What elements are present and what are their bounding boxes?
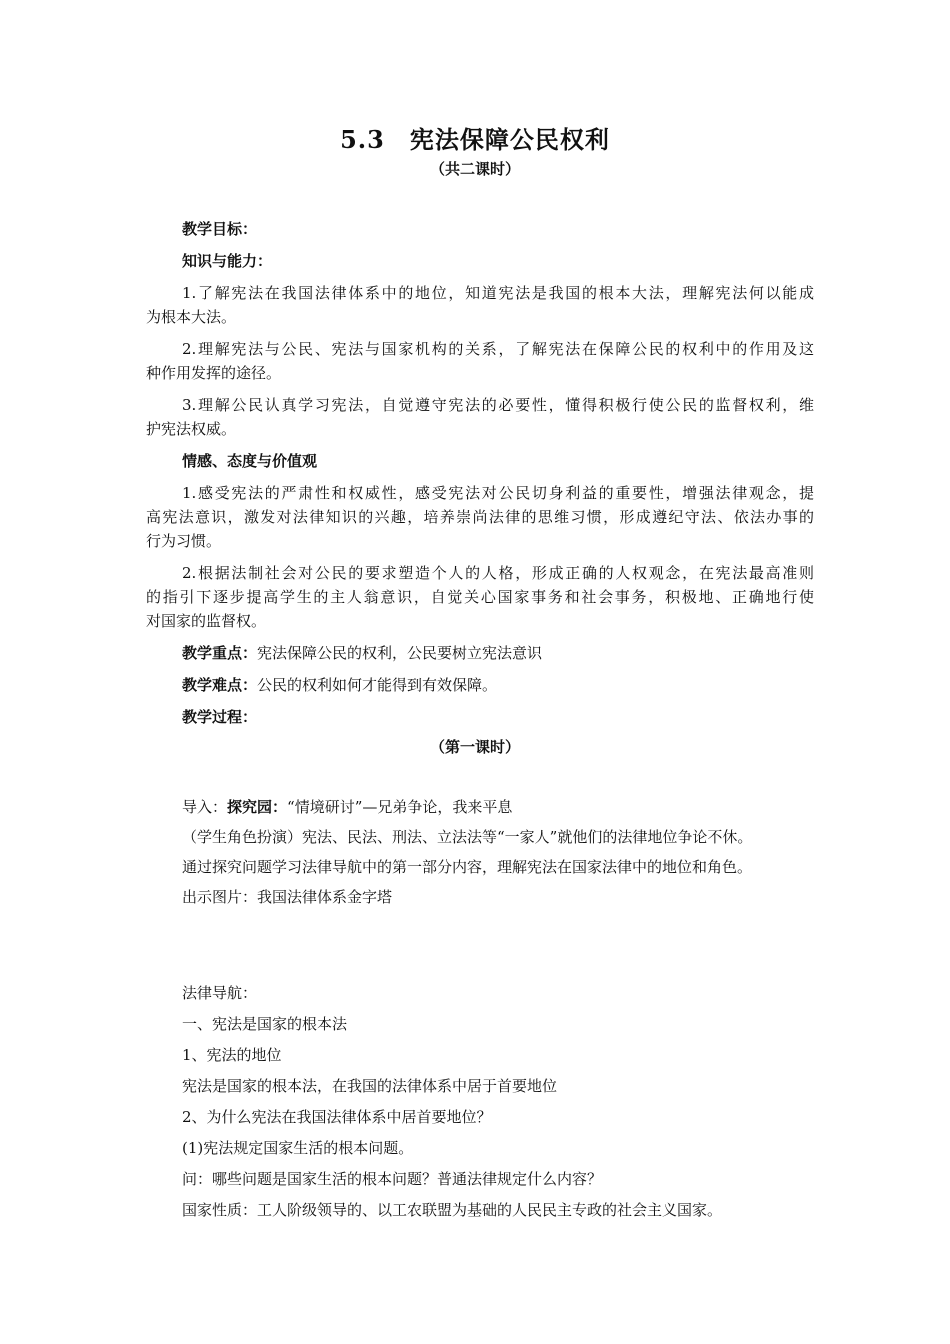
knowledge-item-1-line-1: 1.了解宪法在我国法律体系中的地位，知道宪法是我国的根本大法，理解宪法何以能成 (182, 284, 814, 302)
nav-line-3: 1、宪法的地位 (182, 1046, 282, 1064)
key-point-text: 宪法保障公民的权利，公民要树立宪法意识 (257, 644, 543, 662)
intro-bold-label: 探究园： (227, 798, 288, 816)
intro-line (182, 796, 814, 818)
intro-prefix: 导入： (182, 798, 228, 816)
intro-line-4: 出示图片：我国法律体系金字塔 (182, 888, 393, 906)
attitude-item-1-line-3: 行为习惯。 (146, 532, 222, 550)
knowledge-item-2-line-1: 2.理解宪法与公民、宪法与国家机构的关系，了解宪法在保障公民的权利中的作用及这 (182, 340, 814, 358)
knowledge-heading: 知识与能力： (182, 252, 273, 270)
nav-line-8: 国家性质：工人阶级领导的、以工农联盟为基础的人民民主专政的社会主义国家。 (182, 1201, 723, 1219)
attitude-item-1-line-2: 高宪法意识，激发对法律知识的兴趣，培养崇尚法律的思维习惯，形成遵纪守法、依法办事的 (146, 508, 814, 526)
knowledge-item-3-line-2: 护宪法权威。 (146, 420, 237, 438)
attitude-item-2-line-2: 的指引下逐步提高学生的主人翁意识，自觉关心国家事务和社会事务，积极地、正确地行使 (146, 588, 814, 606)
knowledge-item-1-line-2: 为根本大法。 (146, 308, 237, 326)
nav-line-5: 2、为什么宪法在我国法律体系中居首要地位？ (182, 1108, 492, 1126)
nav-line-7: 问：哪些问题是国家生活的根本问题？普通法律规定什么内容？ (182, 1170, 603, 1188)
attitude-item-2-line-3: 对国家的监督权。 (146, 612, 267, 630)
nav-line-6: (1)宪法规定国家生活的根本问题。 (182, 1139, 414, 1157)
key-point-label: 教学重点： (182, 644, 258, 662)
nav-line-1: 法律导航： (182, 984, 258, 1002)
attitude-item-2-line-1: 2.根据法制社会对公民的要求塑造个人的人格，形成正确的人权观念，在宪法最高准则 (182, 564, 814, 582)
objectives-heading: 教学目标： (182, 220, 258, 238)
knowledge-item-2-line-2: 种作用发挥的途径。 (146, 364, 282, 382)
intro-line-3: 通过探究问题学习法律导航中的第一部分内容，理解宪法在国家法律中的地位和角色。 (182, 858, 753, 876)
key-point (182, 642, 814, 664)
intro-text: “情境研讨”—兄弟争论，我来平息 (287, 798, 513, 816)
attitude-heading: 情感、态度与价值观 (182, 452, 318, 470)
attitude-item-1-line-1: 1.感受宪法的严肃性和权威性，感受宪法对公民切身利益的重要性，增强法律观念，提 (182, 484, 814, 502)
lesson-1-heading: （第一课时） (429, 738, 520, 756)
process-heading: 教学过程： (182, 708, 258, 726)
nav-line-4: 宪法是国家的根本法，在我国的法律体系中居于首要地位 (182, 1077, 558, 1095)
difficulty-label: 教学难点： (182, 676, 258, 694)
difficulty-point (182, 674, 814, 696)
nav-line-2: 一、宪法是国家的根本法 (182, 1015, 348, 1033)
difficulty-text: 公民的权利如何才能得到有效保障。 (257, 676, 498, 694)
intro-line-2: （学生角色扮演）宪法、民法、刑法、立法法等“一家人”就他们的法律地位争论不休。 (182, 828, 753, 846)
document-title: 5.3 宪法保障公民权利 (340, 125, 610, 154)
knowledge-item-3-line-1: 3.理解公民认真学习宪法，自觉遵守宪法的必要性，懂得积极行使公民的监督权利，维 (182, 396, 814, 414)
document-subtitle: （共二课时） (429, 160, 520, 178)
